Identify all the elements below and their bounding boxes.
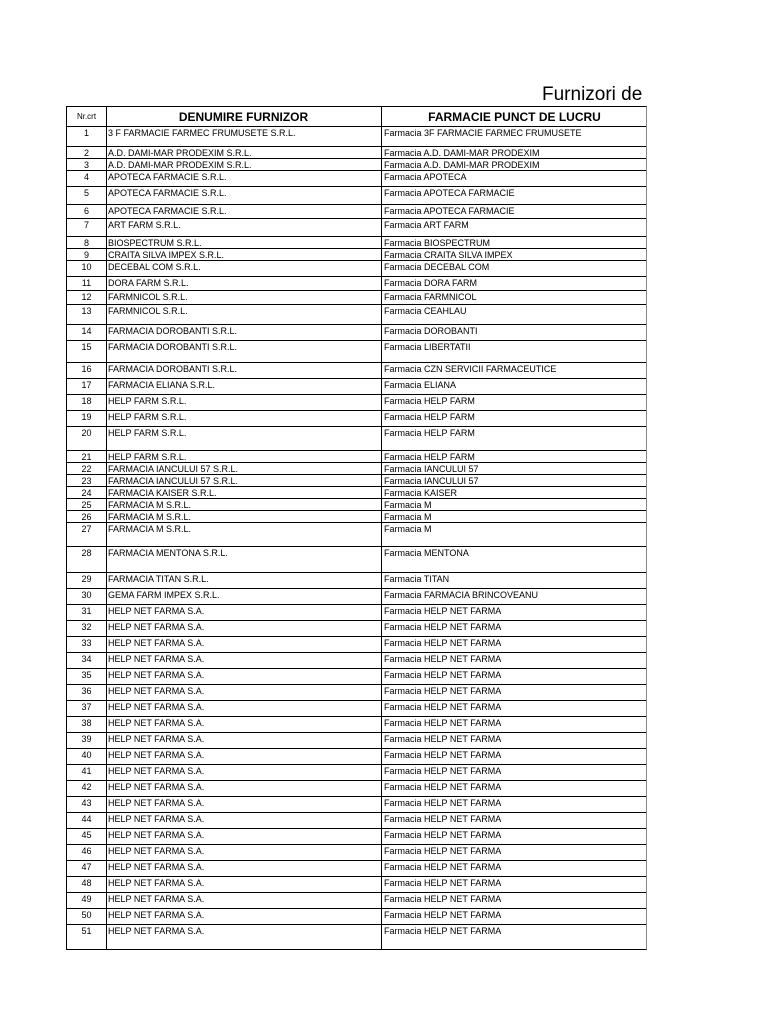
row-pharmacy: Farmacia ART FARM <box>384 220 469 230</box>
row-pharmacy: Farmacia APOTECA FARMACIE <box>384 206 515 216</box>
table-row <box>67 621 646 637</box>
row-pharmacy: Farmacia CEAHLAU <box>384 306 467 316</box>
header-pharmacy: FARMACIE PUNCT DE LUCRU <box>428 110 601 124</box>
row-nr: 19 <box>81 412 92 422</box>
row-nr: 6 <box>83 206 89 216</box>
table-row <box>67 363 646 379</box>
row-nr: 16 <box>81 364 92 374</box>
row-nr: 33 <box>81 638 92 648</box>
row-supplier: HELP NET FARMA S.A. <box>108 926 205 936</box>
row-pharmacy: Farmacia KAISER <box>384 488 458 498</box>
row-nr: 29 <box>81 574 92 584</box>
row-supplier: HELP NET FARMA S.A. <box>108 782 205 792</box>
row-supplier: FARMACIA IANCULUI 57 S.R.L. <box>108 464 239 474</box>
row-nr: 11 <box>81 278 92 288</box>
row-nr: 4 <box>83 172 89 182</box>
row-nr: 35 <box>81 670 92 680</box>
row-nr: 20 <box>81 428 92 438</box>
row-nr: 30 <box>81 590 92 600</box>
row-nr: 41 <box>81 766 92 776</box>
table-row <box>67 547 646 573</box>
row-pharmacy: Farmacia BIOSPECTRUM <box>384 238 491 248</box>
row-pharmacy: Farmacia M <box>384 512 432 522</box>
table-row <box>67 147 646 159</box>
table-row <box>67 451 646 463</box>
table-row <box>67 219 646 237</box>
row-nr: 13 <box>81 306 92 316</box>
table-row <box>67 395 646 411</box>
row-pharmacy: Farmacia HELP NET FARMA <box>384 862 502 872</box>
table-row <box>67 291 646 305</box>
row-pharmacy: Farmacia LIBERTATII <box>384 342 471 352</box>
row-nr: 32 <box>81 622 92 632</box>
row-pharmacy: Farmacia APOTECA <box>384 172 467 182</box>
row-nr: 39 <box>81 734 92 744</box>
suppliers-table <box>66 106 647 950</box>
row-pharmacy: Farmacia HELP NET FARMA <box>384 878 502 888</box>
row-supplier: HELP FARM S.R.L. <box>108 428 187 438</box>
table-row <box>67 379 646 395</box>
row-pharmacy: Farmacia HELP NET FARMA <box>384 622 502 632</box>
row-pharmacy: Farmacia HELP FARM <box>384 412 475 422</box>
table-row <box>67 637 646 653</box>
row-nr: 45 <box>81 830 92 840</box>
table-row <box>67 749 646 765</box>
row-pharmacy: Farmacia HELP NET FARMA <box>384 750 502 760</box>
column-divider <box>106 107 107 949</box>
row-pharmacy: Farmacia HELP FARM <box>384 396 475 406</box>
table-row <box>67 511 646 523</box>
row-pharmacy: Farmacia HELP NET FARMA <box>384 670 502 680</box>
table-row <box>67 653 646 669</box>
table-row <box>67 205 646 219</box>
table-row <box>67 797 646 813</box>
row-supplier: HELP NET FARMA S.A. <box>108 654 205 664</box>
row-pharmacy: Farmacia HELP NET FARMA <box>384 910 502 920</box>
row-supplier: HELP NET FARMA S.A. <box>108 830 205 840</box>
row-pharmacy: Farmacia DECEBAL COM <box>384 262 490 272</box>
row-supplier: HELP NET FARMA S.A. <box>108 750 205 760</box>
row-pharmacy: Farmacia HELP NET FARMA <box>384 814 502 824</box>
table-row <box>67 475 646 487</box>
table-row <box>67 427 646 451</box>
row-pharmacy: Farmacia IANCULUI 57 <box>384 464 479 474</box>
row-pharmacy: Farmacia HELP NET FARMA <box>384 926 502 936</box>
row-pharmacy: Farmacia DOROBANTI <box>384 326 478 336</box>
row-supplier: APOTECA FARMACIE S.R.L. <box>108 172 227 182</box>
row-supplier: FARMACIA DOROBANTI S.R.L. <box>108 364 238 374</box>
row-nr: 15 <box>81 342 92 352</box>
row-pharmacy: Farmacia HELP NET FARMA <box>384 766 502 776</box>
table-row <box>67 277 646 291</box>
row-nr: 28 <box>81 548 92 558</box>
row-pharmacy: Farmacia HELP NET FARMA <box>384 702 502 712</box>
table-row <box>67 463 646 475</box>
row-supplier: FARMACIA IANCULUI 57 S.R.L. <box>108 476 239 486</box>
row-supplier: HELP NET FARMA S.A. <box>108 814 205 824</box>
row-nr: 10 <box>81 262 92 272</box>
row-supplier: FARMACIA M S.R.L. <box>108 512 192 522</box>
header-supplier: DENUMIRE FURNIZOR <box>178 110 309 124</box>
row-supplier: FARMNICOL S.R.L. <box>108 306 188 316</box>
row-nr: 40 <box>81 750 92 760</box>
row-nr: 26 <box>81 512 92 522</box>
table-row <box>67 925 646 941</box>
row-nr: 27 <box>81 524 92 534</box>
table-row <box>67 893 646 909</box>
row-nr: 7 <box>83 220 89 230</box>
row-supplier: FARMNICOL S.R.L. <box>108 292 188 302</box>
row-pharmacy: Farmacia A.D. DAMI-MAR PRODEXIM <box>384 160 540 170</box>
table-row <box>67 829 646 845</box>
row-pharmacy: Farmacia HELP NET FARMA <box>384 798 502 808</box>
table-row <box>67 845 646 861</box>
row-supplier: HELP NET FARMA S.A. <box>108 622 205 632</box>
table-row <box>67 877 646 893</box>
row-supplier: HELP NET FARMA S.A. <box>108 686 205 696</box>
row-pharmacy: Farmacia CZN SERVICII FARMACEUTICE <box>384 364 557 374</box>
row-pharmacy: Farmacia HELP NET FARMA <box>384 654 502 664</box>
row-nr: 42 <box>81 782 92 792</box>
row-supplier: HELP NET FARMA S.A. <box>108 766 205 776</box>
row-pharmacy: Farmacia ELIANA <box>384 380 457 390</box>
row-supplier: HELP NET FARMA S.A. <box>108 702 205 712</box>
row-pharmacy: Farmacia CRAITA SILVA IMPEX <box>384 250 513 260</box>
row-supplier: FARMACIA KAISER S.R.L. <box>108 488 217 498</box>
row-pharmacy: Farmacia APOTECA FARMACIE <box>384 188 515 198</box>
row-supplier: APOTECA FARMACIE S.R.L. <box>108 206 227 216</box>
row-pharmacy: Farmacia HELP NET FARMA <box>384 782 502 792</box>
table-row <box>67 733 646 749</box>
row-nr: 22 <box>81 464 92 474</box>
row-pharmacy: Farmacia DORA FARM <box>384 278 478 288</box>
row-pharmacy: Farmacia HELP NET FARMA <box>384 718 502 728</box>
table-row <box>67 909 646 925</box>
table-row <box>67 685 646 701</box>
row-pharmacy: Farmacia TITAN <box>384 574 450 584</box>
table-row <box>67 861 646 877</box>
table-row <box>67 159 646 171</box>
table-row <box>67 701 646 717</box>
table-row <box>67 171 646 187</box>
row-nr: 5 <box>83 188 89 198</box>
row-supplier: FARMACIA DOROBANTI S.R.L. <box>108 326 238 336</box>
row-pharmacy: Farmacia HELP NET FARMA <box>384 686 502 696</box>
row-supplier: HELP NET FARMA S.A. <box>108 718 205 728</box>
row-supplier: FARMACIA MENTONA S.R.L. <box>108 548 228 558</box>
row-nr: 8 <box>83 238 89 248</box>
row-nr: 44 <box>81 814 92 824</box>
row-supplier: HELP NET FARMA S.A. <box>108 846 205 856</box>
row-pharmacy: Farmacia IANCULUI 57 <box>384 476 479 486</box>
row-supplier: DECEBAL COM S.R.L. <box>108 262 201 272</box>
row-supplier: APOTECA FARMACIE S.R.L. <box>108 188 227 198</box>
row-pharmacy: Farmacia HELP NET FARMA <box>384 846 502 856</box>
row-pharmacy: Farmacia HELP FARM <box>384 428 475 438</box>
row-supplier: FARMACIA ELIANA S.R.L. <box>108 380 216 390</box>
row-pharmacy: Farmacia A.D. DAMI-MAR PRODEXIM <box>384 148 540 158</box>
table-row <box>67 127 646 147</box>
row-nr: 25 <box>81 500 92 510</box>
row-nr: 46 <box>81 846 92 856</box>
row-supplier: HELP NET FARMA S.A. <box>108 894 205 904</box>
table-row <box>67 499 646 511</box>
row-supplier: FARMACIA M S.R.L. <box>108 524 192 534</box>
row-supplier: CRAITA SILVA IMPEX S.R.L. <box>108 250 225 260</box>
column-divider <box>381 107 382 949</box>
row-pharmacy: Farmacia HELP NET FARMA <box>384 894 502 904</box>
row-nr: 48 <box>81 878 92 888</box>
row-nr: 18 <box>81 396 92 406</box>
row-supplier: A.D. DAMI-MAR PRODEXIM S.R.L. <box>108 160 252 170</box>
row-nr: 49 <box>81 894 92 904</box>
table-row <box>67 813 646 829</box>
row-supplier: A.D. DAMI-MAR PRODEXIM S.R.L. <box>108 148 252 158</box>
row-supplier: FARMACIA M S.R.L. <box>108 500 192 510</box>
table-row <box>67 341 646 363</box>
table-row <box>67 325 646 341</box>
row-nr: 47 <box>81 862 92 872</box>
table-row <box>67 669 646 685</box>
row-pharmacy: Farmacia 3F FARMACIE FARMEC FRUMUSETE <box>384 128 582 138</box>
row-supplier: HELP NET FARMA S.A. <box>108 862 205 872</box>
row-nr: 51 <box>81 926 92 936</box>
table-row <box>67 589 646 605</box>
row-pharmacy: Farmacia HELP NET FARMA <box>384 638 502 648</box>
row-nr: 1 <box>83 128 89 138</box>
row-supplier: HELP NET FARMA S.A. <box>108 670 205 680</box>
row-supplier: HELP NET FARMA S.A. <box>108 638 205 648</box>
table-row <box>67 523 646 547</box>
row-supplier: GEMA FARM IMPEX S.R.L. <box>108 590 220 600</box>
table-row <box>67 605 646 621</box>
row-nr: 37 <box>81 702 92 712</box>
row-supplier: 3 F FARMACIE FARMEC FRUMUSETE S.R.L. <box>108 128 296 138</box>
row-nr: 38 <box>81 718 92 728</box>
row-pharmacy: Farmacia MENTONA <box>384 548 469 558</box>
row-supplier: HELP FARM S.R.L. <box>108 452 187 462</box>
row-pharmacy: Farmacia M <box>384 500 432 510</box>
row-nr: 21 <box>81 452 92 462</box>
table-row <box>67 781 646 797</box>
row-nr: 3 <box>83 160 89 170</box>
row-supplier: BIOSPECTRUM S.R.L. <box>108 238 202 248</box>
row-nr: 34 <box>81 654 92 664</box>
table-row <box>67 249 646 261</box>
row-nr: 24 <box>81 488 92 498</box>
row-pharmacy: Farmacia HELP NET FARMA <box>384 734 502 744</box>
table-row <box>67 305 646 325</box>
row-pharmacy: Farmacia FARMACIA BRINCOVEANU <box>384 590 539 600</box>
row-supplier: HELP FARM S.R.L. <box>108 396 187 406</box>
row-pharmacy: Farmacia HELP NET FARMA <box>384 606 502 616</box>
row-pharmacy: Farmacia M <box>384 524 432 534</box>
header-nr: Nr.crt <box>76 112 97 121</box>
row-nr: 14 <box>81 326 92 336</box>
row-pharmacy: Farmacia FARMNICOL <box>384 292 477 302</box>
row-nr: 43 <box>81 798 92 808</box>
row-supplier: FARMACIA TITAN S.R.L. <box>108 574 209 584</box>
table-row <box>67 717 646 733</box>
row-supplier: HELP NET FARMA S.A. <box>108 910 205 920</box>
row-supplier: HELP NET FARMA S.A. <box>108 878 205 888</box>
row-supplier: ART FARM S.R.L. <box>108 220 181 230</box>
table-row <box>67 487 646 499</box>
row-supplier: HELP NET FARMA S.A. <box>108 798 205 808</box>
table-row <box>67 187 646 205</box>
table-row <box>67 573 646 589</box>
table-row <box>67 237 646 249</box>
row-pharmacy: Farmacia HELP FARM <box>384 452 475 462</box>
row-supplier: HELP FARM S.R.L. <box>108 412 187 422</box>
row-supplier: HELP NET FARMA S.A. <box>108 734 205 744</box>
table-header-row <box>67 107 646 127</box>
row-nr: 36 <box>81 686 92 696</box>
row-nr: 23 <box>81 476 92 486</box>
row-nr: 9 <box>83 250 89 260</box>
row-supplier: HELP NET FARMA S.A. <box>108 606 205 616</box>
table-row <box>67 411 646 427</box>
page-title: Furnizori de <box>542 84 643 105</box>
row-nr: 50 <box>81 910 92 920</box>
row-supplier: FARMACIA DOROBANTI S.R.L. <box>108 342 238 352</box>
row-pharmacy: Farmacia HELP NET FARMA <box>384 830 502 840</box>
table-row <box>67 261 646 277</box>
row-supplier: DORA FARM S.R.L. <box>108 278 189 288</box>
row-nr: 12 <box>81 292 92 302</box>
row-nr: 17 <box>81 380 92 390</box>
row-nr: 31 <box>81 606 92 616</box>
table-row <box>67 765 646 781</box>
row-nr: 2 <box>83 148 89 158</box>
